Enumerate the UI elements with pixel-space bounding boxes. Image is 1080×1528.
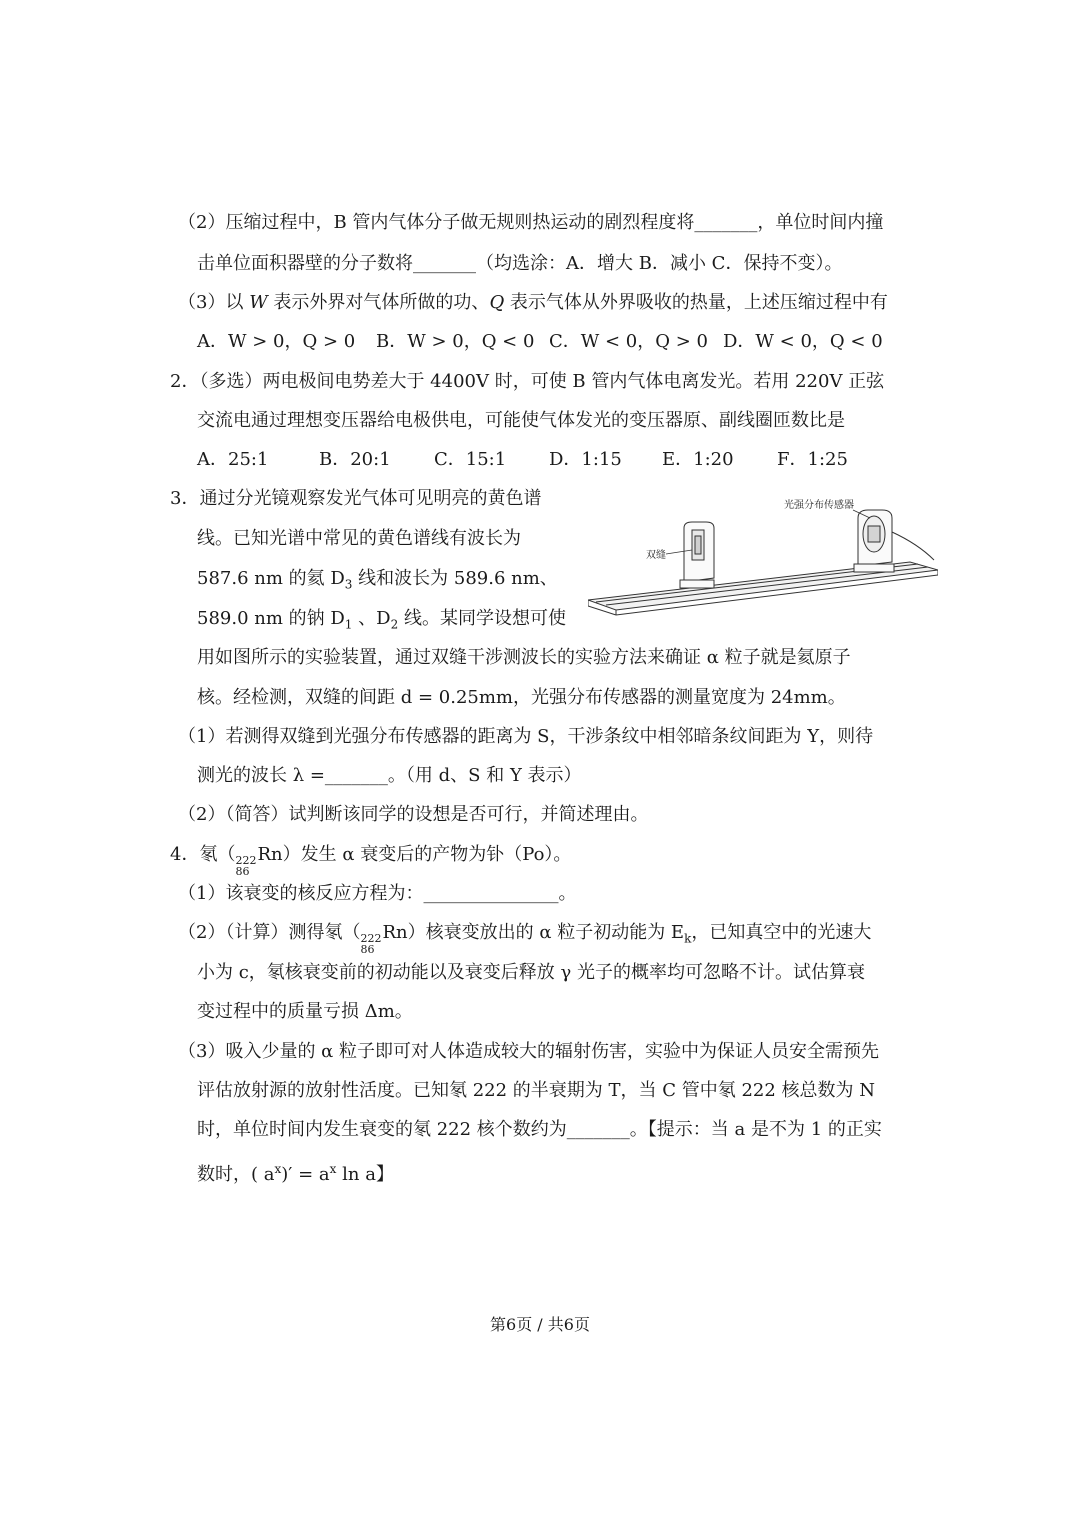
question-4-part-2-line-2: 小为 c，氡核衰变前的初动能以及衰变后释放 γ 光子的概率均可忽略不计。试估算衰 [197, 962, 866, 983]
stem-text-a: （3）以 [178, 292, 250, 313]
symbol-q: Q [489, 292, 505, 313]
question-4-part-3-line-4 [197, 1156, 394, 1188]
text: ）核衰变放出的 α 粒子初动能为 E [407, 922, 685, 943]
page-footer: 第6页 / 共6页 [490, 1315, 590, 1334]
question-4-part-3-line-1: （3）吸入少量的 α 粒子即可对人体造成较大的辐射伤害，实验中为保证人员安全需预先 [178, 1041, 880, 1062]
question-3-line-4 [197, 606, 566, 638]
superscript: x [329, 1162, 337, 1176]
question-4-part-2-line-1 [178, 920, 871, 955]
question-4-part-3-line-2: 评估放射源的放射性活度。已知氡 222 的半衰期为 T，当 C 管中氡 222 核总数为 N [197, 1080, 876, 1101]
text: 线。某同学设想可使 [398, 608, 566, 629]
double-slit-holder [680, 522, 714, 588]
element-symbol: Rn [382, 922, 408, 943]
text: 、D [352, 608, 391, 629]
subscript: 3 [344, 577, 353, 592]
subscript: 1 [344, 617, 353, 632]
question-1-part-3-option-b: B．W > 0，Q < 0 [376, 331, 535, 352]
question-4-part-3-line-3: 时，单位时间内发生衰变的氡 222 核个数约为_______。【提示：当 a 是不为 1 的正实 [197, 1119, 882, 1140]
question-2-line-1: 2．（多选）两电极间电势差大于 4400V 时，可使 B 管内气体电离发光。若用 220V 正弦 [170, 371, 885, 392]
sensor-label: 光强分布传感器 [784, 500, 854, 511]
mass-number: 222 [235, 854, 257, 867]
experiment-apparatus-figure [588, 496, 938, 616]
question-1-part-3-option-a: A．W > 0，Q > 0 [197, 331, 356, 352]
text: （2）（计算）测得氡（ [178, 922, 361, 943]
element-symbol: Rn [257, 844, 283, 865]
question-1-part-2-line-2: 击单位面积器壁的分子数将_______（均选涂：A．增大 B．减小 C．保持不变）。 [197, 253, 843, 274]
atomic-number: 86 [360, 943, 375, 956]
question-3-line-5: 用如图所示的实验装置，通过双缝干涉测波长的实验方法来确证 α 粒子就是氦原子 [197, 647, 851, 668]
text: ，已知真空中的光速大 [691, 922, 872, 943]
question-3-part-1-line-2: 测光的波长 λ =_______。（用 d、S 和 Y 表示） [197, 765, 582, 786]
question-2-option-a: A．25:1 [197, 449, 269, 470]
text: 587.6 nm 的氦 D [197, 568, 345, 589]
stem-text-c: 表示气体从外界吸收的热量，上述压缩过程中有 [504, 292, 888, 313]
nuclide-notation [235, 855, 256, 877]
question-2-option-d: D．1:15 [549, 449, 622, 470]
text: 4．氡（ [170, 844, 236, 865]
question-4-part-2-line-3: 变过程中的质量亏损 Δm。 [197, 1001, 413, 1022]
question-1-part-2-line-1: （2）压缩过程中，B 管内气体分子做无规则热运动的剧烈程度将_______，单位时间内撞 [178, 212, 884, 233]
question-3-line-3 [197, 566, 558, 598]
subscript: 2 [390, 617, 399, 632]
question-2-option-f: F．1:25 [777, 449, 848, 470]
symbol-w: W [249, 292, 268, 313]
text: 线和波长为 589.6 nm、 [352, 568, 558, 589]
stem-text-b: 表示外界对气体所做的功、 [267, 292, 490, 313]
text: 589.0 nm 的钠 D [197, 608, 345, 629]
light-sensor-holder [854, 510, 934, 572]
question-1-part-3-option-d: D．W < 0，Q < 0 [723, 331, 883, 352]
question-2-option-e: E．1:20 [662, 449, 734, 470]
nuclide-notation [360, 933, 381, 955]
question-3-line-6: 核。经检测，双缝的间距 d = 0.25mm，光强分布传感器的测量宽度为 24mm。 [197, 687, 846, 708]
question-3-part-1-line-1: （1）若测得双缝到光强分布传感器的距离为 S，干涉条纹中相邻暗条纹间距为 Y，则待 [178, 726, 874, 747]
slit-label: 双缝 [646, 550, 666, 561]
atomic-number: 86 [235, 865, 250, 878]
question-2-option-b: B．20:1 [319, 449, 391, 470]
question-4-part-1: （1）该衰变的核反应方程为：_______________。 [178, 883, 577, 904]
text: ）发生 α 衰变后的产物为钋（Po）。 [282, 844, 572, 865]
question-2-line-2: 交流电通过理想变压器给电极供电，可能使气体发光的变压器原、副线圈匝数比是 [197, 410, 845, 431]
subscript: k [684, 931, 692, 946]
question-3-part-2: （2）（简答）试判断该同学的设想是否可行，并简述理由。 [178, 804, 649, 825]
question-1-part-3-stem [178, 290, 888, 316]
superscript: x [274, 1162, 282, 1176]
text: 数时，( a [197, 1164, 275, 1185]
text: ln a】 [336, 1164, 394, 1185]
question-2-option-c: C．15:1 [434, 449, 507, 470]
question-4-line-1 [170, 842, 571, 877]
question-1-part-3-option-c: C．W < 0，Q > 0 [549, 331, 708, 352]
text: )′ = a [281, 1164, 330, 1185]
mass-number: 222 [360, 932, 382, 945]
question-3-line-2: 线。已知光谱中常见的黄色谱线有波长为 [197, 528, 521, 549]
question-3-line-1: 3．通过分光镜观察发光气体可见明亮的黄色谱 [170, 488, 542, 509]
